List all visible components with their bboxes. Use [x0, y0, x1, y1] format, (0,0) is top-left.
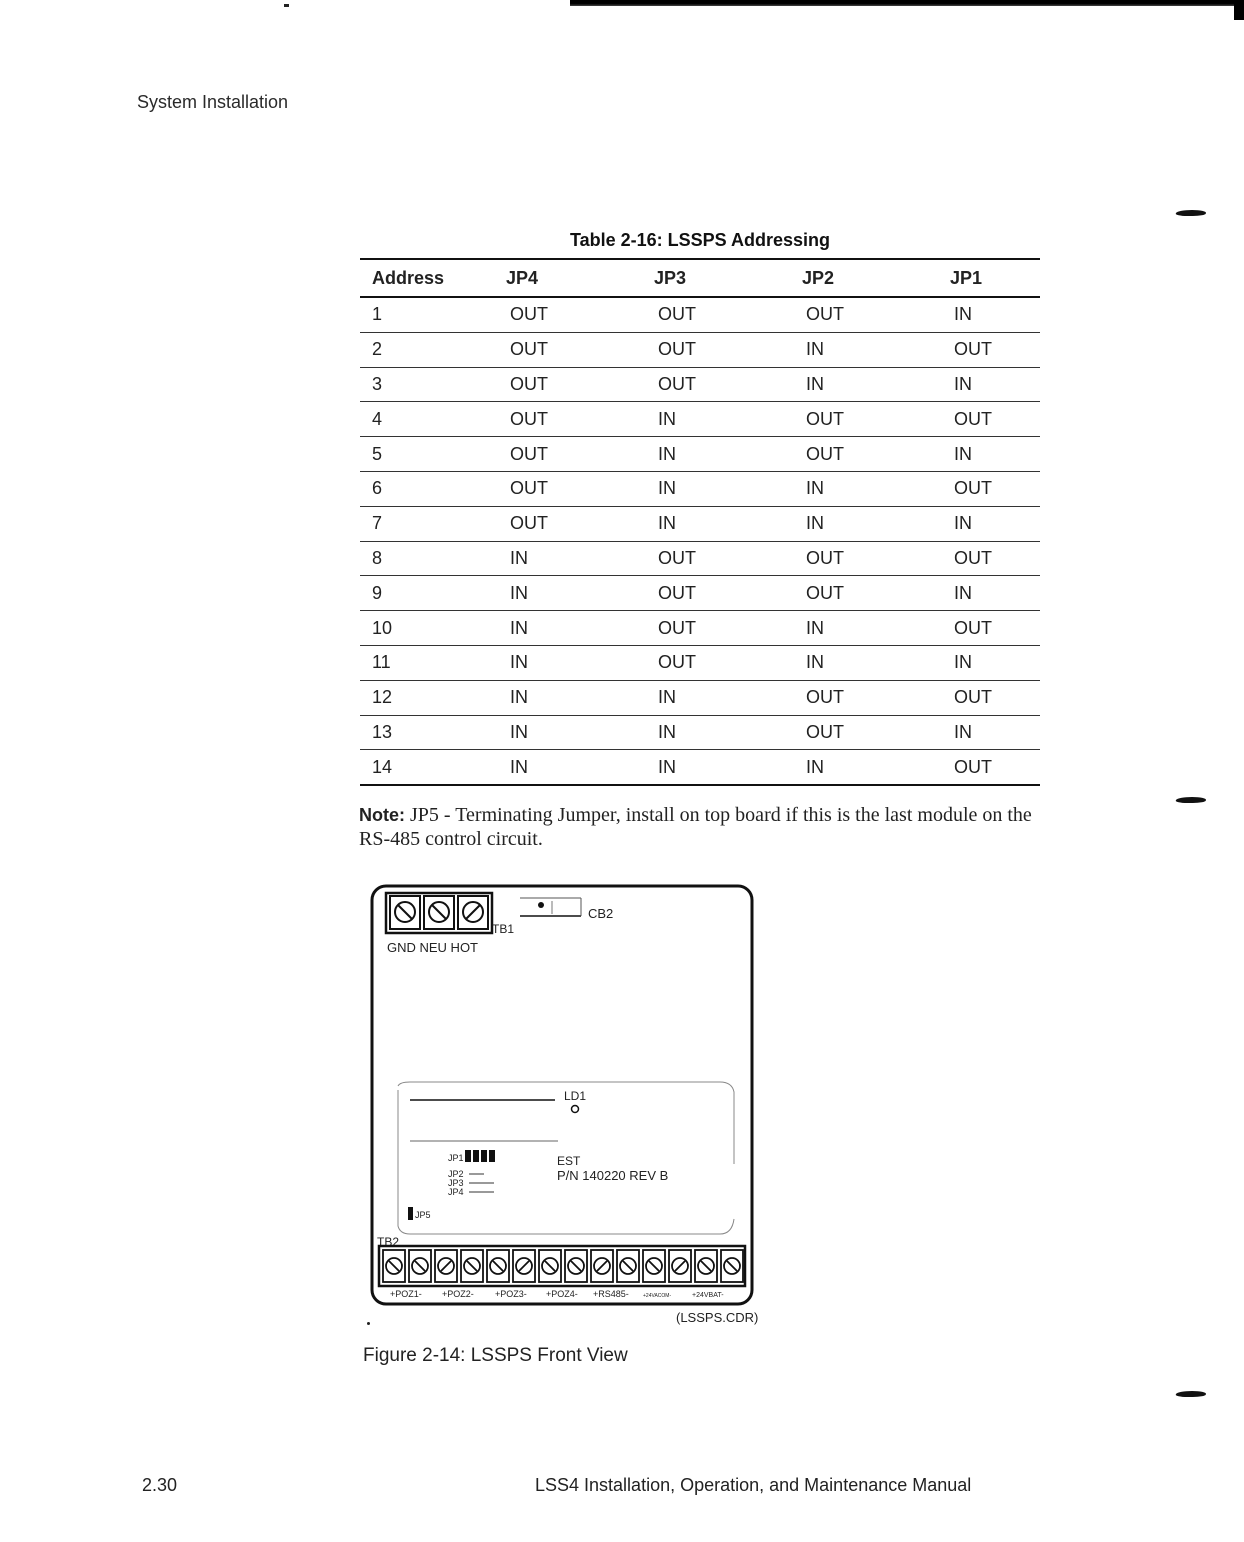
jumper-cell: IN: [938, 715, 1040, 750]
scan-artifact-bar: [570, 0, 1244, 6]
lssps-front-view-figure: [370, 884, 756, 1308]
jp5-label: JP5: [415, 1210, 431, 1220]
cb2-breaker: [520, 898, 581, 916]
column-header: Address: [360, 259, 494, 297]
jumper-cell: OUT: [790, 715, 938, 750]
address-cell: 9: [360, 576, 494, 611]
tb1-terminal-labels: GND NEU HOT: [387, 940, 478, 955]
jumper-cell: OUT: [494, 297, 642, 332]
table-row: [360, 471, 1040, 506]
tb1-label: TB1: [492, 922, 515, 936]
address-cell: 11: [360, 645, 494, 680]
jumper-cell: OUT: [642, 332, 790, 367]
jumper-cell: OUT: [938, 680, 1040, 715]
jumper-cell: IN: [938, 367, 1040, 402]
jumper-cell: IN: [938, 297, 1040, 332]
manufacturer-label: EST: [557, 1154, 581, 1168]
screw-terminal: [617, 1250, 639, 1282]
table-row: [360, 750, 1040, 785]
column-header: JP1: [938, 259, 1040, 297]
tb1-terminal-block: [386, 893, 492, 933]
address-cell: 2: [360, 332, 494, 367]
jumper-cell: OUT: [790, 402, 938, 437]
tb2-terminal-label: +POZ2-: [442, 1289, 474, 1299]
table-row: [360, 297, 1040, 332]
table-row: [360, 645, 1040, 680]
jumper-cell: IN: [642, 715, 790, 750]
screw-terminal: [565, 1250, 587, 1282]
jumper-cell: IN: [938, 645, 1040, 680]
tb2-terminal-label: +RS485-: [593, 1289, 629, 1299]
jumper-cell: OUT: [790, 297, 938, 332]
led-indicator: [572, 1106, 579, 1113]
address-cell: 1: [360, 297, 494, 332]
jumper-cell: OUT: [790, 541, 938, 576]
binder-mark: [1175, 1391, 1207, 1397]
jumper-cell: IN: [642, 506, 790, 541]
address-cell: 14: [360, 750, 494, 785]
tb2-terminal-label: +24VACOM-: [643, 1293, 672, 1299]
jumper-cell: IN: [938, 576, 1040, 611]
screw-terminal: [435, 1250, 457, 1282]
screw-terminal: [487, 1250, 509, 1282]
jumper-cell: OUT: [790, 680, 938, 715]
figure-caption: Figure 2-14: LSSPS Front View: [363, 1345, 628, 1366]
jumper-cell: OUT: [642, 367, 790, 402]
table-row: [360, 611, 1040, 646]
tb2-terminal-label: +POZ1-: [390, 1289, 422, 1299]
binder-mark: [1175, 210, 1207, 216]
screw-terminal: [643, 1250, 665, 1282]
jumper-cell: OUT: [642, 611, 790, 646]
screw-terminal: [383, 1250, 405, 1282]
jumper-cell: OUT: [494, 437, 642, 472]
address-cell: 12: [360, 680, 494, 715]
scan-speck: [284, 4, 289, 7]
jumper-cell: OUT: [494, 471, 642, 506]
jumper-cell: OUT: [494, 367, 642, 402]
jumper-cell: OUT: [790, 437, 938, 472]
screw-terminal: [591, 1250, 613, 1282]
column-header: JP4: [494, 259, 642, 297]
address-cell: 6: [360, 471, 494, 506]
screw-terminal: [539, 1250, 561, 1282]
table-row: [360, 367, 1040, 402]
jumper-cell: IN: [642, 680, 790, 715]
manual-title: LSS4 Installation, Operation, and Maintenance Manual: [535, 1475, 972, 1495]
address-cell: 7: [360, 506, 494, 541]
scan-dot: [367, 1322, 370, 1325]
jumper-cell: OUT: [938, 541, 1040, 576]
jp1-label: JP1: [448, 1153, 464, 1163]
jp5-jumper: [408, 1207, 413, 1220]
table-row: [360, 506, 1040, 541]
addressing-table: [360, 258, 1040, 786]
jumper-cell: IN: [790, 645, 938, 680]
table-row: [360, 715, 1040, 750]
jumper-cell: IN: [790, 471, 938, 506]
note-text: JP5 - Terminating Jumper, install on top board if this is the last module on the RS-485 control circuit.: [359, 804, 1032, 850]
address-cell: 8: [360, 541, 494, 576]
table-row: [360, 576, 1040, 611]
jumper-cell: OUT: [938, 611, 1040, 646]
figure-source-file: (LSSPS.CDR): [676, 1310, 759, 1325]
column-header: JP3: [642, 259, 790, 297]
screw-terminal: [461, 1250, 483, 1282]
jumper-cell: IN: [494, 611, 642, 646]
table-row: [360, 541, 1040, 576]
jumper-cell: IN: [642, 750, 790, 785]
jumper-cell: IN: [494, 541, 642, 576]
jumper-cell: IN: [642, 402, 790, 437]
note-label: Note:: [359, 805, 405, 825]
jp2-label: JP2: [448, 1169, 464, 1179]
jumper-cell: IN: [494, 576, 642, 611]
screw-terminal: [669, 1250, 691, 1282]
jumper-cell: OUT: [494, 402, 642, 437]
jumper-cell: IN: [790, 611, 938, 646]
tb2-terminal-block: [379, 1246, 745, 1286]
part-number: P/N 140220 REV B: [557, 1168, 669, 1183]
jumper-cell: OUT: [790, 576, 938, 611]
binder-mark: [1175, 797, 1207, 803]
jumper-cell: OUT: [938, 402, 1040, 437]
page-number: 2.30: [142, 1475, 178, 1495]
tb2-terminal-label: +24VBAT-: [692, 1292, 724, 1299]
jumper-cell: IN: [790, 332, 938, 367]
address-cell: 3: [360, 367, 494, 402]
jp3-label: JP3: [448, 1178, 464, 1188]
cb2-label: CB2: [588, 906, 614, 921]
jumper-cell: OUT: [938, 750, 1040, 785]
jumper-cell: OUT: [642, 576, 790, 611]
jumper-block-jp1-jp4: [465, 1150, 495, 1192]
jumper-cell: OUT: [938, 332, 1040, 367]
jumper-cell: IN: [790, 750, 938, 785]
note: [359, 803, 1039, 851]
screw-terminal: [721, 1250, 743, 1282]
jumper-cell: IN: [790, 506, 938, 541]
jumper-cell: OUT: [642, 297, 790, 332]
table-header-row: [360, 259, 1040, 297]
table-row: [360, 402, 1040, 437]
table-title: Table 2-16: LSSPS Addressing: [569, 230, 831, 250]
jumper-cell: IN: [642, 471, 790, 506]
tb2-label: TB2: [377, 1235, 400, 1249]
table-row: [360, 437, 1040, 472]
address-cell: 5: [360, 437, 494, 472]
tb2-terminal-label: +POZ4-: [546, 1289, 578, 1299]
tb2-terminal-label: +POZ3-: [495, 1289, 527, 1299]
jumper-cell: IN: [642, 437, 790, 472]
scan-artifact-edge: [1234, 0, 1244, 20]
jumper-cell: OUT: [642, 645, 790, 680]
table-row: [360, 680, 1040, 715]
screw-terminal: [409, 1250, 431, 1282]
column-header: JP2: [790, 259, 938, 297]
jp4-label: JP4: [448, 1187, 464, 1197]
jumper-cell: IN: [494, 750, 642, 785]
jumper-cell: IN: [494, 715, 642, 750]
jumper-cell: IN: [938, 506, 1040, 541]
jumper-cell: IN: [938, 437, 1040, 472]
table-row: [360, 332, 1040, 367]
jumper-cell: OUT: [642, 541, 790, 576]
screw-terminal: [695, 1250, 717, 1282]
address-cell: 10: [360, 611, 494, 646]
ld1-label: LD1: [564, 1089, 587, 1103]
section-header: System Installation: [137, 92, 289, 112]
screw-terminal: [513, 1250, 535, 1282]
jumper-cell: IN: [494, 680, 642, 715]
address-cell: 13: [360, 715, 494, 750]
jumper-cell: IN: [790, 367, 938, 402]
jumper-cell: OUT: [494, 332, 642, 367]
jumper-cell: OUT: [494, 506, 642, 541]
table-body: [360, 297, 1040, 785]
address-cell: 4: [360, 402, 494, 437]
jumper-cell: IN: [494, 645, 642, 680]
jumper-cell: OUT: [938, 471, 1040, 506]
